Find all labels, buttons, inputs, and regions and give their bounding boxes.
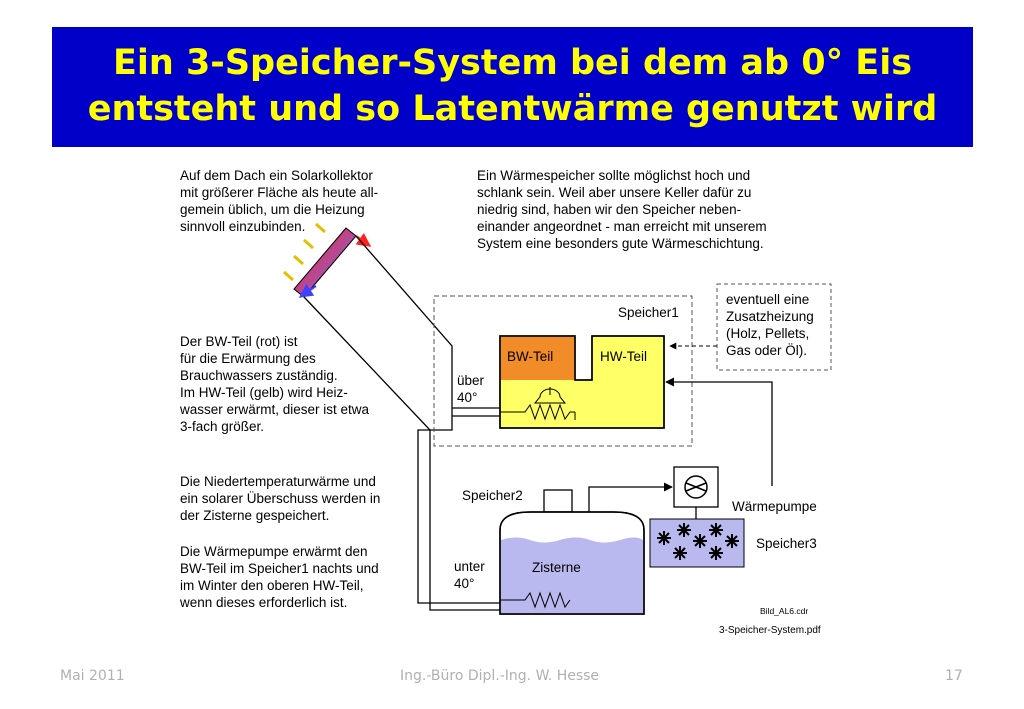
zisterne-label: Zisterne bbox=[532, 560, 581, 575]
file-name-pdf: 3-Speicher-System.pdf bbox=[719, 625, 821, 636]
footer-author: Ing.-Büro Dipl.-Ing. W. Hesse bbox=[400, 668, 600, 684]
footer-page-number: 17 bbox=[945, 668, 963, 684]
unter-40-label: unter 40° bbox=[454, 559, 485, 591]
ueber-40-label: über 40° bbox=[457, 373, 485, 405]
waermepumpe-label: Wärmepumpe bbox=[732, 499, 817, 514]
note-extra-heating: eventuell eine Zusatzheizung (Holz, Pellets, Gas oder Öl). bbox=[726, 292, 814, 358]
slide-title-line-2: entsteht und so Latentwärme genutzt wird bbox=[87, 89, 938, 129]
hw-teil-label: HW-Teil bbox=[600, 349, 647, 364]
slide-title-line-1: Ein 3-Speicher-System bei dem ab 0° Eis bbox=[112, 43, 913, 83]
note-heat-pump: Die Wärmepumpe erwärmt den BW-Teil im Speicher1 nachts und im Winter den oberen HW-Teil, wenn dieses erforderlich ist. bbox=[180, 544, 379, 610]
heat-pump bbox=[674, 467, 718, 507]
note-bw-hw-part: Der BW-Teil (rot) ist für die Erwärmung des Brauchwassers zuständig. Im HW-Teil (gelb) wird Heiz- wasser erwärmt, dieser ist etwa 3-fach größer. bbox=[180, 334, 370, 434]
speicher1-label: Speicher1 bbox=[618, 305, 679, 320]
note-cistern: Die Niedertemperaturwärme und ein solarer Überschuss werden in der Zisterne gespeichert. bbox=[180, 474, 381, 523]
note-storage-layout: Ein Wärmespeicher sollte möglichst hoch und schlank sein. Weil aber unsere Keller dafür zu niedrig sind, haben wir den Speicher neben- einander angeordnet - man erreicht mit unserem System eine besonders gute Wärmeschichtung. bbox=[477, 168, 767, 251]
speicher3-label: Speicher3 bbox=[756, 536, 817, 551]
note-solar-collector: Auf dem Dach ein Solarkollektor mit größerer Fläche als heute all- gemein üblich, um die Heizung sinnvoll einzubinden. bbox=[180, 168, 379, 234]
cistern-tank bbox=[500, 490, 644, 614]
file-name-cdr: Bild_AL6.cdr bbox=[760, 606, 809, 616]
bw-teil-label: BW-Teil bbox=[507, 349, 554, 364]
speicher2-label: Speicher2 bbox=[462, 488, 523, 503]
footer-date: Mai 2011 bbox=[60, 668, 125, 684]
